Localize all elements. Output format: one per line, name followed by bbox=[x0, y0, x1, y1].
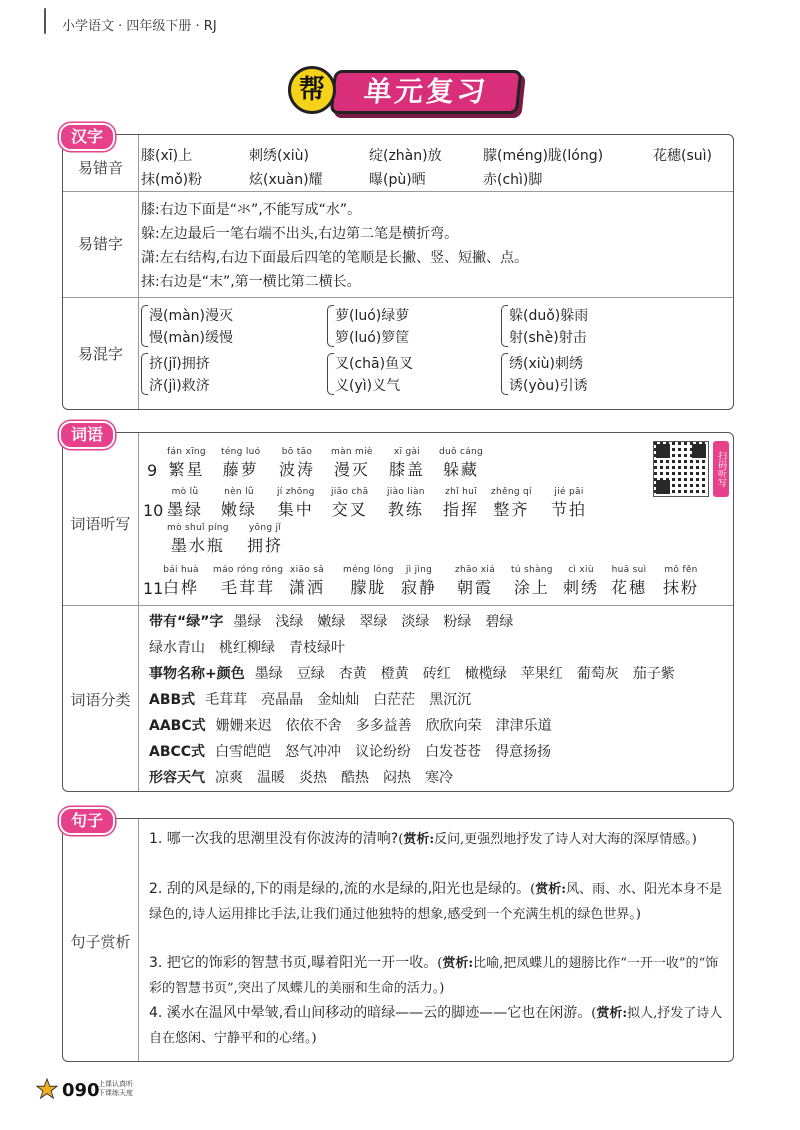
qr-tag: 扫码听写 bbox=[713, 441, 729, 497]
confusable-item: 诱(yòu)引诱 bbox=[509, 378, 588, 394]
pinyin-item: 花穗(suì) bbox=[653, 148, 712, 164]
footer-slogan: 上课认真听 下课练天度 bbox=[98, 1080, 133, 1097]
label-fenlei: 词语分类 bbox=[70, 691, 131, 709]
category-head: ABB式 bbox=[149, 692, 196, 708]
title-badge: 帮 bbox=[288, 66, 336, 114]
page-title bbox=[288, 64, 528, 120]
confusable-item: 射(shè)射击 bbox=[509, 330, 587, 346]
category-head: 事物名称+颜色 bbox=[149, 666, 245, 682]
header-rule bbox=[44, 8, 46, 34]
brace bbox=[501, 305, 508, 347]
confusable-item: 漫(màn)漫灭 bbox=[149, 308, 234, 324]
category-row: 事物名称+颜色 墨绿 豆绿 杏黄 橙黄 砖红 橄榄绿 苹果红 葡萄灰 茄子紫 bbox=[149, 666, 675, 682]
section-juzi bbox=[62, 811, 734, 1062]
pinyin-item: 刺绣(xiù) bbox=[249, 148, 309, 164]
error-char-line: 膝:右边下面是“氺”,不能写成“水”。 bbox=[141, 202, 362, 218]
dictation-word: mǒ fěn 抹粉 bbox=[663, 565, 700, 597]
dictation-word: cì xiù 刺绣 bbox=[563, 565, 600, 597]
qr-code[interactable] bbox=[653, 441, 709, 497]
confusable-item: 济(jì)救济 bbox=[149, 378, 210, 394]
dictation-word: méng lóng 朦胧 bbox=[343, 565, 394, 597]
sentence-item: 3. 把它的饰彩的智慧书页,曝着阳光一开一收。(赏析:比喻,把凤蝶儿的翅膀比作“一开一收”的“饰彩的智慧书页”,突出了凤蝶儿的美丽和生命的活力。) bbox=[149, 955, 719, 996]
pinyin-item: 曝(pù)晒 bbox=[369, 172, 426, 188]
dictation-word: yōng jǐ 拥挤 bbox=[247, 523, 284, 555]
dictation-word: máo róng róng 毛茸茸 bbox=[213, 565, 284, 597]
dictation-word: xī gài 膝盖 bbox=[389, 447, 426, 479]
sentence-item: 1. 哪一次我的思潮里没有你波涛的清响?(赏析:反问,更强烈地抒发了诗人对大海的深厚情感。) bbox=[149, 831, 697, 847]
dictation-word: tú shàng 涂上 bbox=[511, 565, 553, 597]
dictation-word: mò lǜ 墨绿 bbox=[167, 487, 204, 519]
error-char-line: 潇:左右结构,右边下面最后四笔的笔顺是长撇、竖、短撇、点。 bbox=[141, 250, 529, 266]
category-head: 形容天气 bbox=[149, 770, 205, 786]
category-head: 带有“绿”字 bbox=[149, 614, 224, 630]
sentence-item: 2. 刮的风是绿的,下的雨是绿的,流的水是绿的,阳光也是绿的。(赏析:风、雨、水、阳光本身不是绿色的,诗人运用排比手法,让我们通过他独特的想象,感受到一个充满生机的绿色世界。) bbox=[149, 881, 723, 922]
confusable-item: 义(yì)义气 bbox=[335, 378, 401, 394]
label-tingxie: 词语听写 bbox=[70, 515, 131, 533]
lesson-number: 10 bbox=[143, 501, 164, 520]
category-row: ABB式 毛茸茸 亮晶晶 金灿灿 白茫茫 黑沉沉 bbox=[149, 692, 472, 708]
page-number: 090 bbox=[62, 1080, 100, 1101]
brace bbox=[327, 305, 334, 347]
category-row: ABCC式 白雪皑皑 怒气冲冲 议论纷纷 白发苍苍 得意扬扬 bbox=[149, 744, 552, 760]
dictation-word: zhǐ huī 指挥 bbox=[443, 487, 480, 519]
pinyin-item: 赤(chì)脚 bbox=[483, 172, 543, 188]
section-tag-juzi: 句子 bbox=[59, 807, 115, 835]
category-row: 绿水青山 桃红柳绿 青枝绿叶 bbox=[149, 640, 345, 656]
confusable-item: 慢(màn)缓慢 bbox=[149, 330, 234, 346]
error-char-line: 抹:右边是“末”,第一横比第二横长。 bbox=[141, 274, 361, 290]
dictation-word: jiāo chā 交叉 bbox=[331, 487, 369, 519]
dictation-word: bō tāo 波涛 bbox=[279, 447, 316, 479]
dictation-word: bái huà 白桦 bbox=[163, 565, 200, 597]
category-row: 形容天气 凉爽 温暖 炎热 酷热 闷热 寒冷 bbox=[149, 770, 453, 786]
section-tag-hanzi: 汉字 bbox=[59, 123, 115, 151]
dictation-word: huā suì 花穗 bbox=[611, 565, 648, 597]
dictation-word: jí zhōng 集中 bbox=[277, 487, 315, 519]
dictation-word: jié pāi 节拍 bbox=[551, 487, 588, 519]
label-yihunzi: 易混字 bbox=[77, 345, 123, 363]
title-text: 单元复习 bbox=[330, 70, 523, 114]
pinyin-item: 朦(méng)胧(lóng) bbox=[483, 148, 604, 164]
confusable-item: 躲(duǒ)躲雨 bbox=[509, 308, 589, 324]
confusable-item: 绣(xiù)刺绣 bbox=[509, 356, 583, 372]
pinyin-item: 抹(mǒ)粉 bbox=[141, 172, 203, 188]
lesson-number: 11 bbox=[143, 579, 164, 598]
confusable-item: 挤(jǐ)拥挤 bbox=[149, 356, 210, 372]
dictation-word: zhāo xiá 朝霞 bbox=[455, 565, 496, 597]
dictation-word: jì jìng 寂静 bbox=[401, 565, 438, 597]
dictation-word: duǒ cáng 躲藏 bbox=[439, 447, 484, 479]
category-row: AABC式 姗姗来迟 依依不舍 多多益善 欣欣向荣 津津乐道 bbox=[149, 718, 552, 734]
header-text: 小学语文 · 四年级下册 · RJ bbox=[62, 19, 217, 34]
sentence-item: 4. 溪水在温风中晕皱,看山间移动的暗绿——云的脚迹——它也在闲游。(赏析:拟人,抒发了诗人自在悠闲、宁静平和的心绪。) bbox=[149, 1005, 723, 1046]
dictation-word: fán xīng 繁星 bbox=[167, 447, 206, 479]
lesson-number: 9 bbox=[147, 461, 158, 480]
column-divider bbox=[138, 819, 139, 1061]
label-yicuoyin: 易错音 bbox=[77, 159, 123, 177]
dictation-word: zhěng qí 整齐 bbox=[491, 487, 532, 519]
brace bbox=[501, 353, 508, 395]
label-yicuozi: 易错字 bbox=[77, 235, 123, 253]
dictation-word: xiāo sǎ 潇洒 bbox=[289, 565, 326, 597]
section-tag-ciyu: 词语 bbox=[59, 421, 115, 449]
row-divider bbox=[63, 191, 733, 192]
confusable-item: 叉(chā)鱼叉 bbox=[335, 356, 414, 372]
brace bbox=[141, 305, 148, 347]
error-char-line: 躲:左边最后一笔右端不出头,右边第二笔是横折弯。 bbox=[141, 226, 459, 242]
row-divider bbox=[63, 297, 733, 298]
dictation-word: nèn lǜ 嫩绿 bbox=[221, 487, 258, 519]
label-juzi: 句子赏析 bbox=[70, 933, 131, 951]
dictation-word: jiào liàn 教练 bbox=[387, 487, 425, 519]
category-head: AABC式 bbox=[149, 718, 206, 734]
star-icon bbox=[36, 1078, 58, 1100]
dictation-word: mò shuǐ píng 墨水瓶 bbox=[167, 523, 229, 555]
column-divider bbox=[138, 433, 139, 791]
column-divider bbox=[138, 135, 139, 409]
pinyin-item: 炫(xuàn)耀 bbox=[249, 172, 323, 188]
brace bbox=[141, 353, 148, 395]
category-head: ABCC式 bbox=[149, 744, 206, 760]
row-divider bbox=[63, 605, 733, 606]
brace bbox=[327, 353, 334, 395]
confusable-item: 萝(luó)绿萝 bbox=[335, 308, 410, 324]
section-hanzi bbox=[62, 127, 734, 410]
pinyin-item: 膝(xī)上 bbox=[141, 148, 193, 164]
section-ciyu bbox=[62, 425, 734, 792]
dictation-word: téng luó 藤萝 bbox=[221, 447, 261, 479]
pinyin-item: 绽(zhàn)放 bbox=[369, 148, 442, 164]
category-row: 带有“绿”字 墨绿 浅绿 嫩绿 翠绿 淡绿 粉绿 碧绿 bbox=[149, 614, 514, 630]
confusable-item: 箩(luó)箩筐 bbox=[335, 330, 410, 346]
dictation-word: màn miè 漫灭 bbox=[331, 447, 373, 479]
